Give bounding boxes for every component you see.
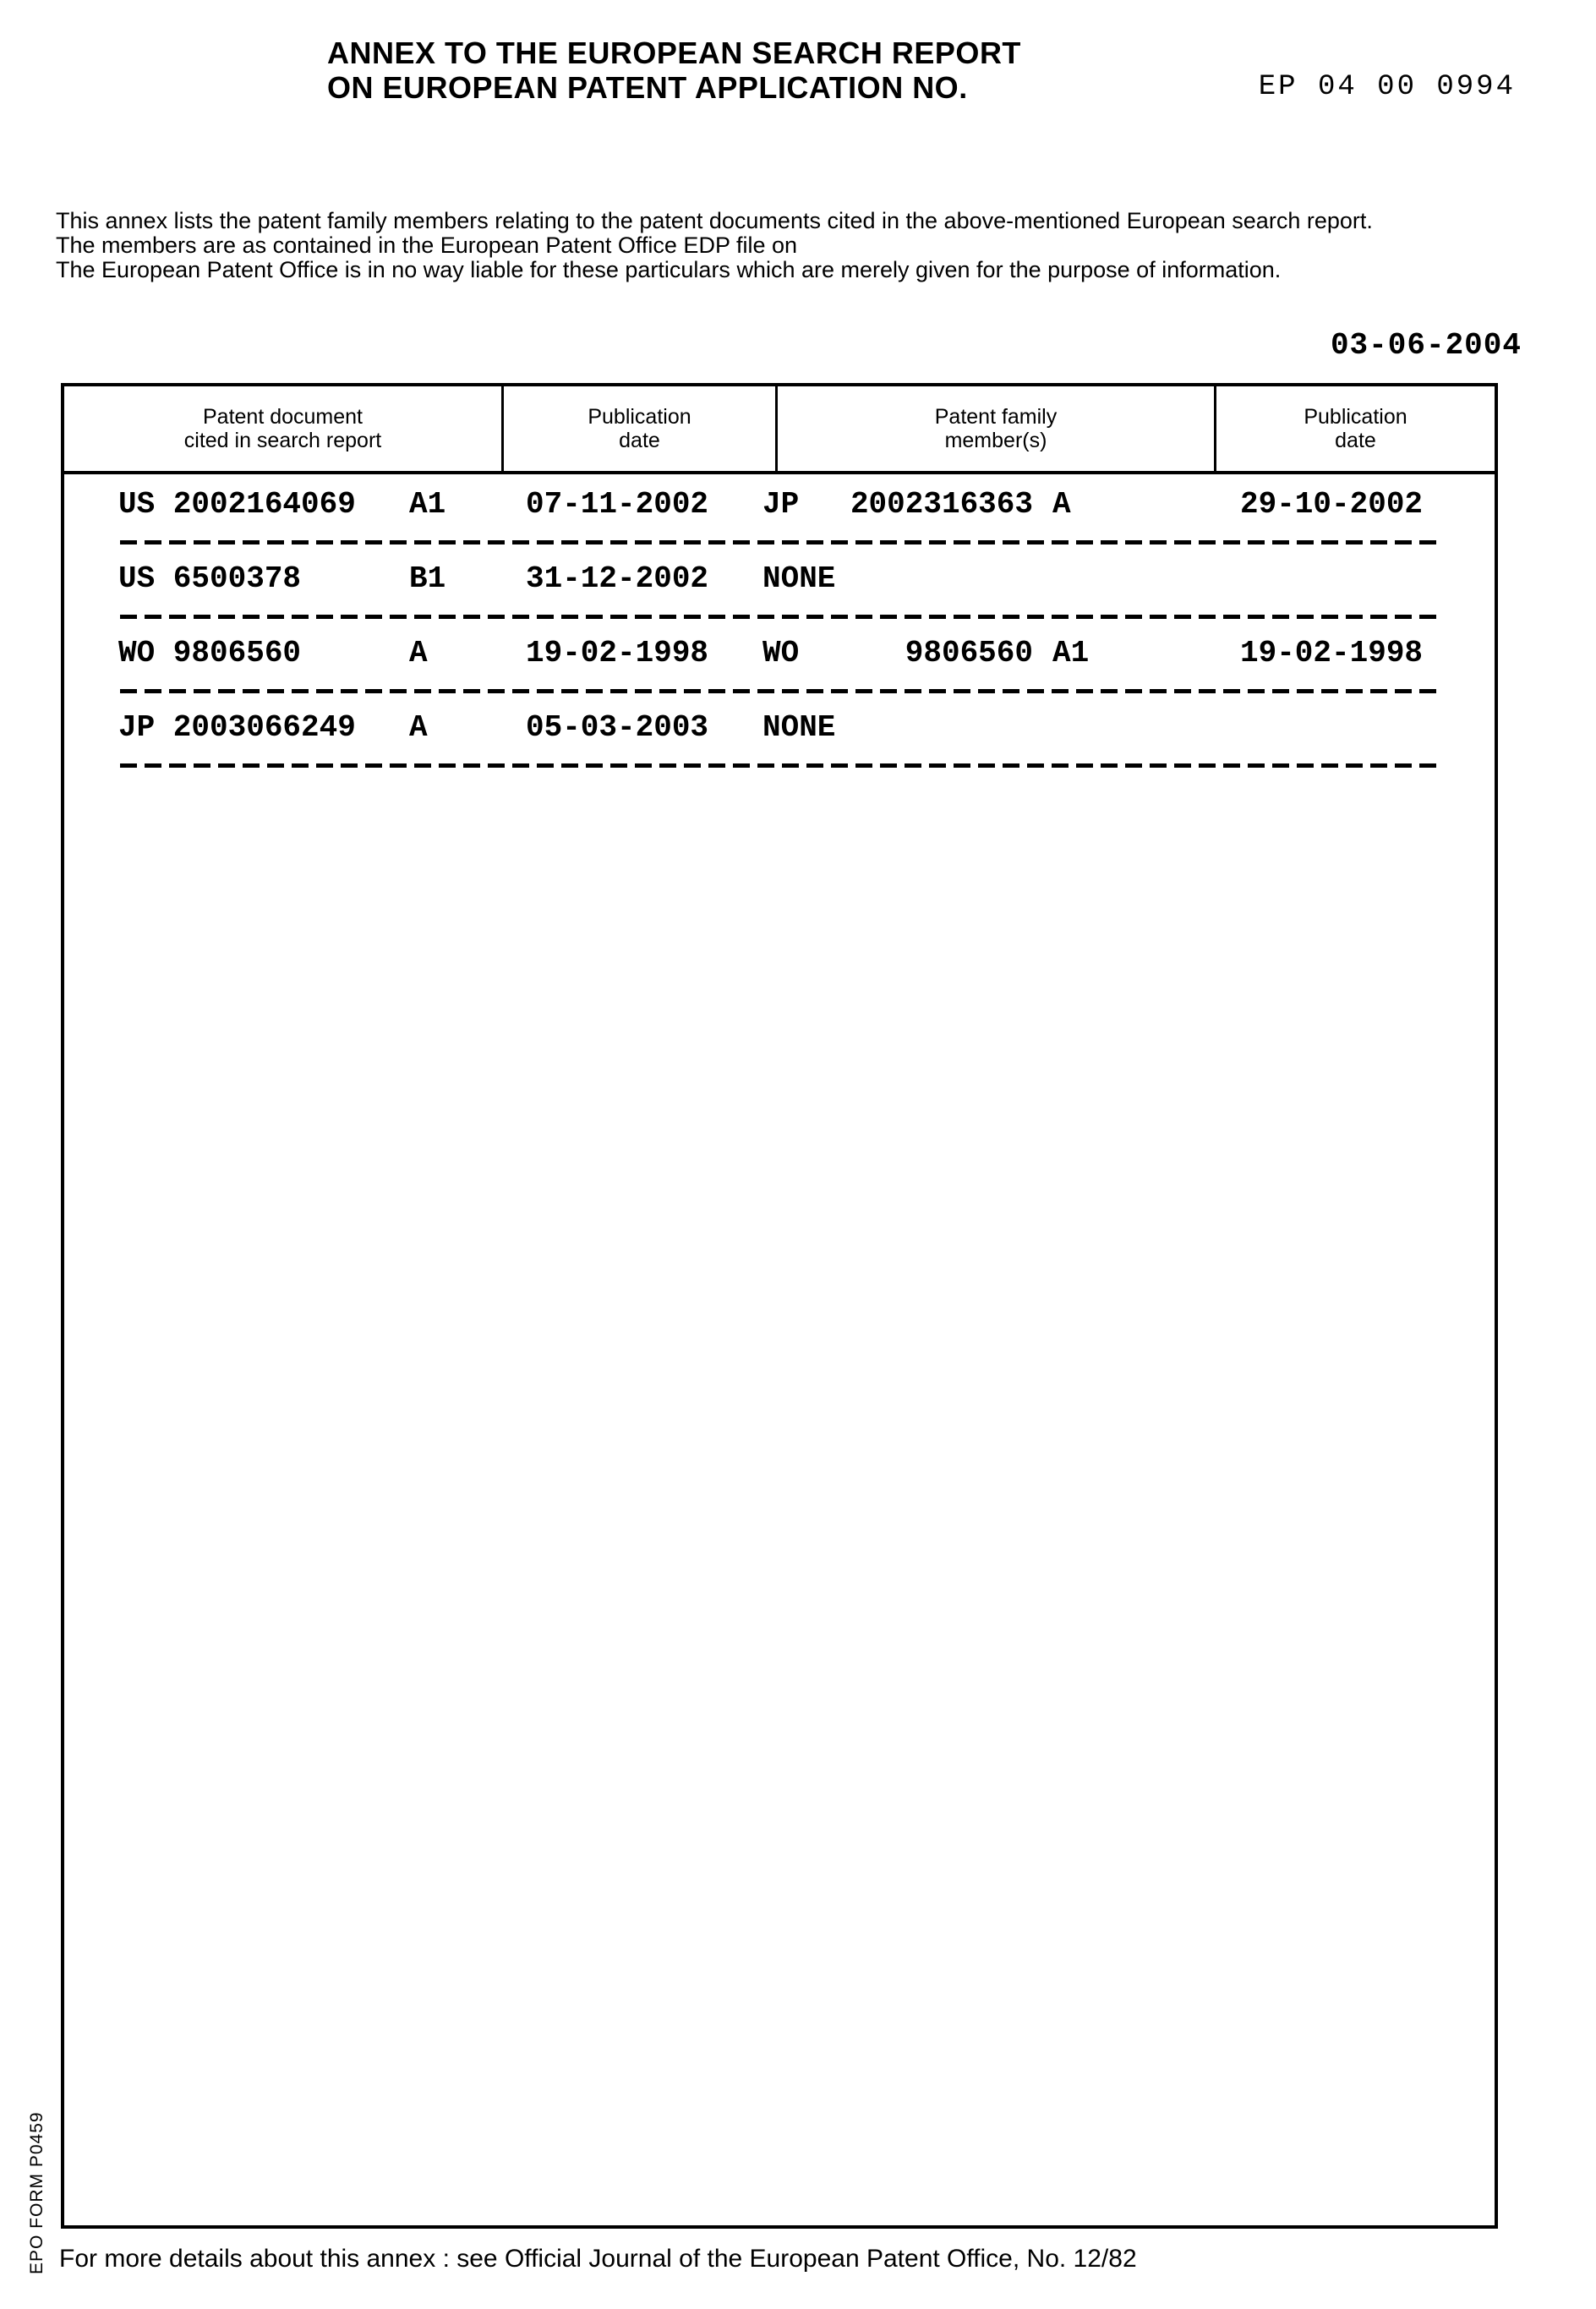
cited-document: US 6500378 [118, 561, 302, 596]
row-separator [120, 763, 1444, 768]
application-number: EP 04 00 0994 [1258, 71, 1516, 103]
page-title [327, 36, 1021, 105]
family-country: JP [762, 487, 800, 522]
column-header-line: date [619, 429, 660, 452]
family-number: 9806560 [905, 636, 1033, 670]
family-publication-date: 19-02-1998 [1240, 636, 1424, 670]
row-separator [120, 689, 1444, 693]
epo-form-code: EPO FORM P0459 [27, 2111, 46, 2274]
publication-date: 31-12-2002 [526, 561, 709, 596]
kind-code: A [409, 710, 428, 745]
annex-description-line-2: The members are as contained in the European Patent Office EDP file on [56, 233, 798, 258]
row-separator [120, 540, 1444, 544]
family-country: WO [762, 636, 800, 670]
annex-description-line-1: This annex lists the patent family members relating to the patent documents cited in the above-mentioned European search report. [56, 208, 1373, 233]
kind-code: B1 [409, 561, 446, 596]
publication-date: 07-11-2002 [526, 487, 709, 522]
row-separator [120, 615, 1444, 619]
column-header-line: Patent family [934, 405, 1058, 429]
column-header-publication-date [504, 386, 778, 471]
table-row [64, 708, 1495, 782]
table-row [64, 633, 1495, 708]
column-header-patent-document [64, 386, 504, 471]
column-header-patent-family [778, 386, 1216, 471]
column-header-family-publication-date [1216, 386, 1495, 471]
table-header-row [64, 386, 1495, 474]
family-publication-date: 29-10-2002 [1240, 487, 1424, 522]
title-line-2: ON EUROPEAN PATENT APPLICATION NO. [327, 70, 968, 105]
table-body [64, 474, 1495, 782]
table-row [64, 559, 1495, 633]
family-none-label: NONE [762, 561, 836, 596]
cited-document: US 2002164069 [118, 487, 356, 522]
column-header-line: Publication [1304, 405, 1407, 429]
family-kind-code: A [1052, 487, 1071, 522]
publication-date: 05-03-2003 [526, 710, 709, 745]
annex-description-line-3: The European Patent Office is in no way liable for these particulars which are merely given for the purpose of information. [56, 257, 1282, 282]
column-header-line: member(s) [944, 429, 1047, 452]
title-line-1: ANNEX TO THE EUROPEAN SEARCH REPORT [327, 36, 1021, 70]
column-header-line: Publication [588, 405, 691, 429]
footer-note: For more details about this annex : see Official Journal of the European Patent Office, No. 12/82 [59, 2245, 1137, 2273]
cited-document: WO 9806560 [118, 636, 302, 670]
publication-date: 19-02-1998 [526, 636, 709, 670]
family-none-label: NONE [762, 710, 836, 745]
kind-code: A [409, 636, 428, 670]
family-kind-code: A1 [1052, 636, 1090, 670]
column-header-line: Patent document [202, 405, 363, 429]
report-date: 03-06-2004 [1330, 328, 1522, 363]
table-row [64, 484, 1495, 559]
column-header-line: cited in search report [183, 429, 382, 452]
column-header-line: date [1335, 429, 1376, 452]
cited-document: JP 2003066249 [118, 710, 356, 745]
kind-code: A1 [409, 487, 446, 522]
family-number: 2002316363 [850, 487, 1033, 522]
annex-description [56, 209, 1373, 282]
patent-family-table [61, 383, 1498, 2229]
